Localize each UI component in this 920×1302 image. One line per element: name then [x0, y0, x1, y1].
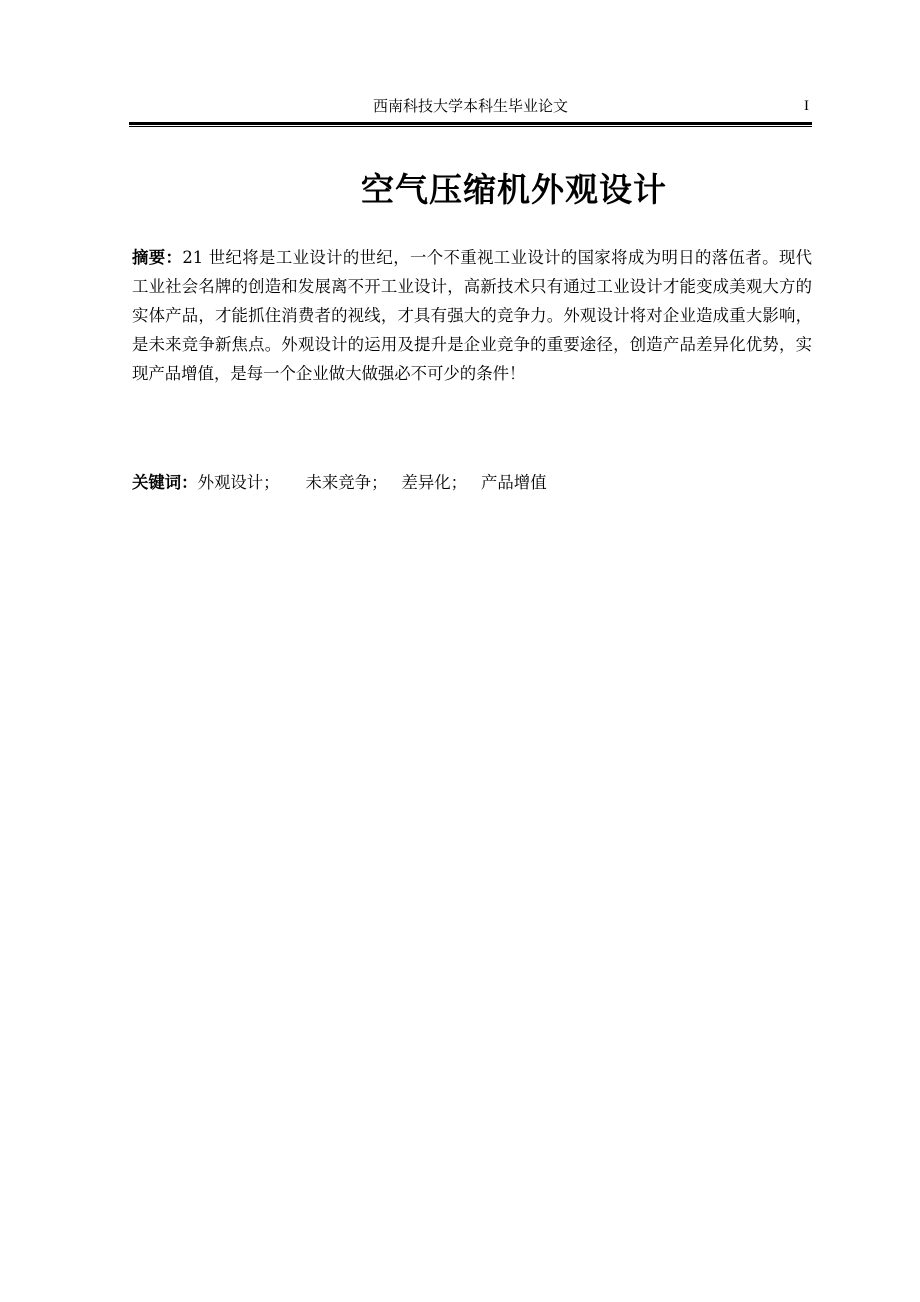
keywords-label: 关键词： — [132, 473, 198, 492]
header-divider-thin — [129, 126, 812, 127]
page-header — [129, 92, 812, 120]
page-number: I — [804, 98, 809, 114]
header-title: 西南科技大学本科生毕业论文 — [372, 97, 568, 115]
abstract-label: 摘要： — [132, 248, 183, 267]
keyword-item: 外观设计； — [197, 473, 280, 492]
abstract-paragraph — [132, 243, 812, 388]
header-divider — [129, 122, 812, 128]
keyword-item: 未来竞争； — [305, 473, 388, 492]
document-title: 空气压缩机外观设计 — [361, 170, 667, 209]
header-divider-thick — [129, 122, 812, 125]
keywords-line — [132, 468, 812, 497]
keyword-item: 差异化； — [401, 473, 468, 492]
abstract-text: 21 世纪将是工业设计的世纪，一个不重视工业设计的国家将成为明日的落伍者。现代工业社会名牌的创造和发展离不开工业设计，高新技术只有通过工业设计才能变成美观大方的实体产品，才能抓住消费者的视线，才具有强大的竞争力。外观设计将对企业造成重大影响，是未来竞争新焦点。外观设计的运用及提升是企业竞争的重要途径，创造产品差异化优势，实现产品增值，是每一个企业做大做强必不可少的条件！ — [132, 248, 812, 383]
keyword-item: 产品增值 — [481, 473, 547, 492]
